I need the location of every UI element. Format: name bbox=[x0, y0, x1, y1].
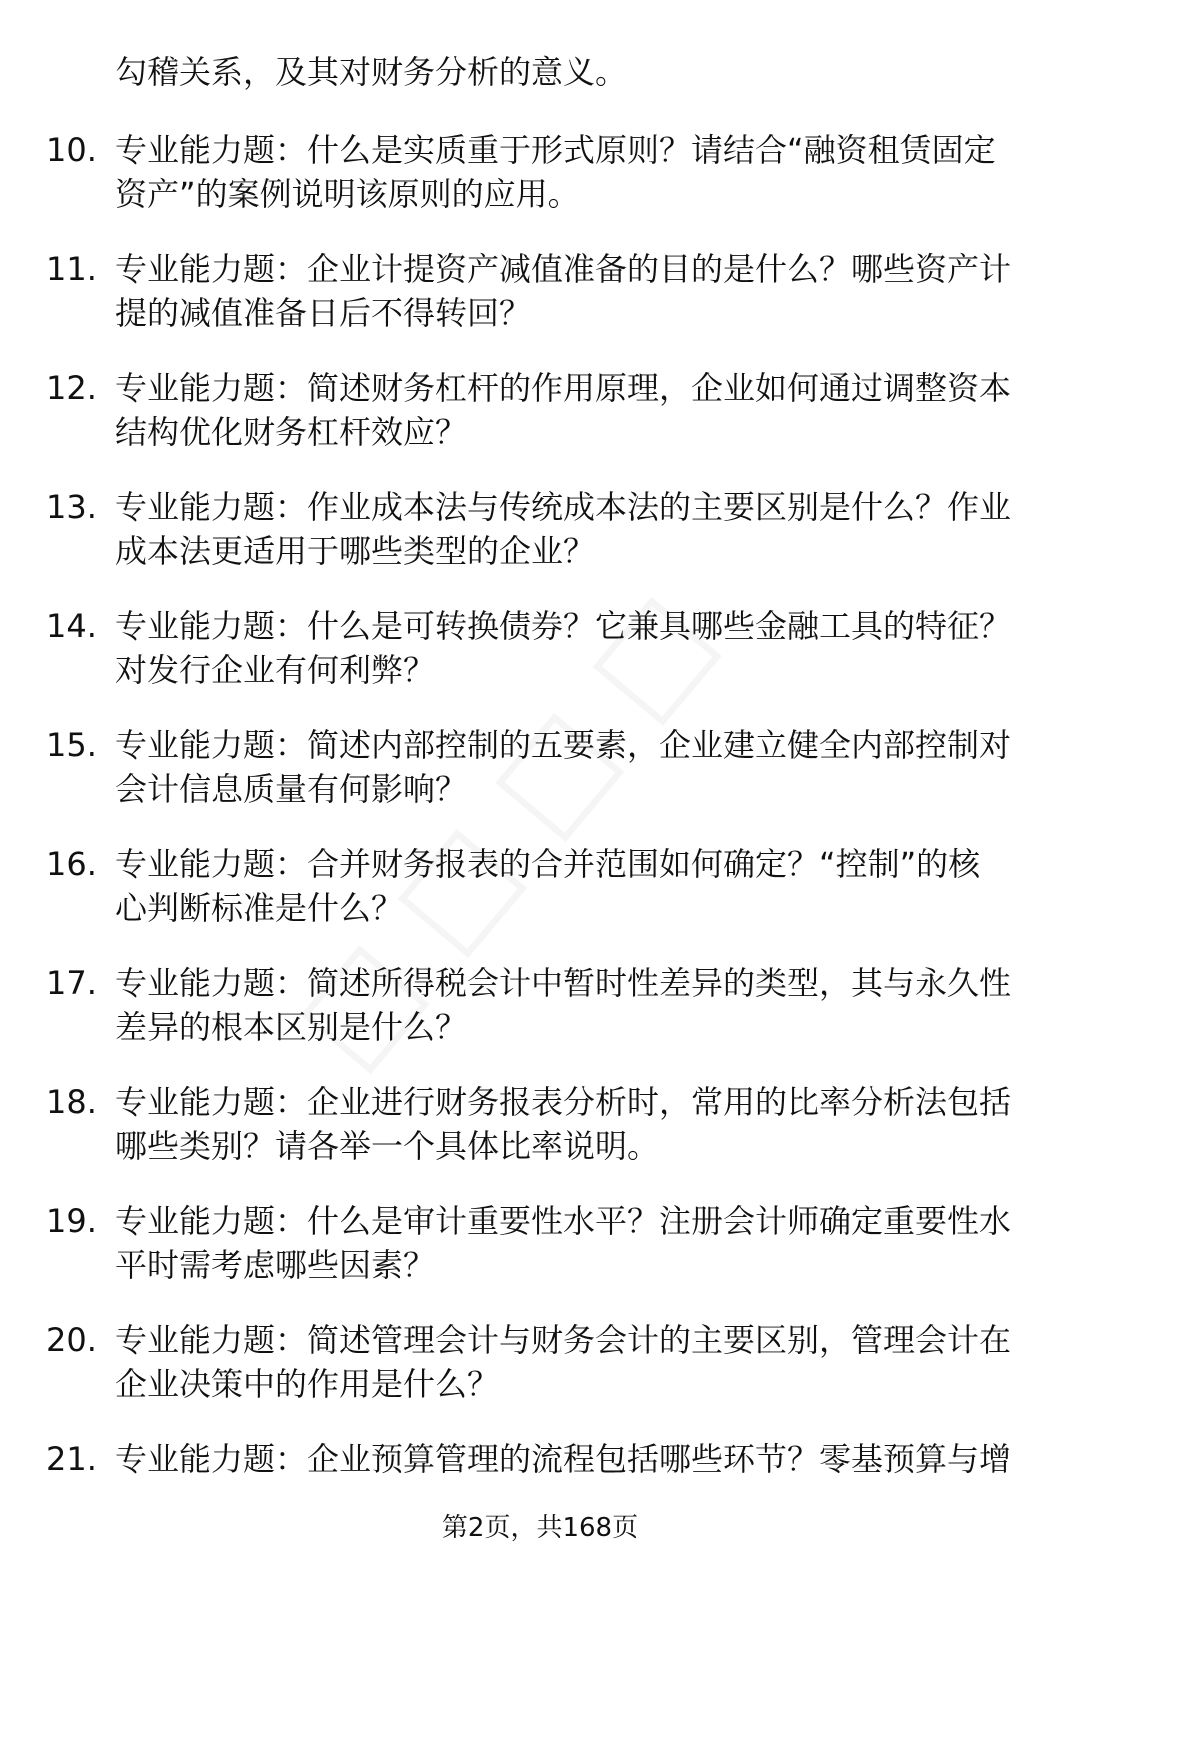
question-text-line1: 专业能力题：什么是实质重于形式原则？请结合“融资租赁固定 bbox=[115, 131, 996, 169]
question-text-line1: 专业能力题：企业进行财务报表分析时，常用的比率分析法包括 bbox=[115, 1083, 1012, 1121]
question-text-line1: 专业能力题：简述管理会计与财务会计的主要区别，管理会计在 bbox=[115, 1321, 1012, 1359]
question-item bbox=[0, 247, 1080, 335]
question-number: 21. bbox=[46, 1440, 97, 1478]
question-text-line1: 专业能力题：合并财务报表的合并范围如何确定？“控制”的核 bbox=[115, 845, 981, 883]
question-item bbox=[0, 485, 1080, 573]
question-number: 10. bbox=[46, 131, 97, 169]
question-text-line1: 专业能力题：什么是审计重要性水平？注册会计师确定重要性水 bbox=[115, 1202, 1012, 1240]
question-text-line1: 专业能力题：简述内部控制的五要素，企业建立健全内部控制对 bbox=[115, 726, 1012, 764]
question-number: 14. bbox=[46, 607, 97, 645]
question-text-line1: 专业能力题：什么是可转换债券？它兼具哪些金融工具的特征？ bbox=[115, 607, 1012, 645]
question-text-line2: 哪些类别？请各举一个具体比率说明。 bbox=[115, 1127, 660, 1165]
question-text-line2: 会计信息质量有何影响？ bbox=[115, 770, 468, 808]
question-item bbox=[0, 723, 1080, 811]
continuation-text: 勾稽关系，及其对财务分析的意义。 bbox=[115, 53, 628, 91]
question-text-line2: 结构优化财务杠杆效应？ bbox=[115, 413, 468, 451]
question-item bbox=[0, 961, 1080, 1049]
question-number: 12. bbox=[46, 369, 97, 407]
question-text-line2: 企业决策中的作用是什么？ bbox=[115, 1365, 500, 1403]
question-item bbox=[0, 604, 1080, 692]
question-text-line2: 心判断标准是什么？ bbox=[115, 889, 404, 927]
question-number: 18. bbox=[46, 1083, 97, 1121]
question-item bbox=[0, 1080, 1080, 1168]
question-item bbox=[0, 842, 1080, 930]
question-number: 13. bbox=[46, 488, 97, 526]
question-item bbox=[0, 1199, 1080, 1287]
question-number: 15. bbox=[46, 726, 97, 764]
question-item bbox=[0, 1318, 1080, 1406]
question-text-line2: 对发行企业有何利弊？ bbox=[115, 651, 436, 689]
question-text-line2: 平时需考虑哪些因素？ bbox=[115, 1246, 436, 1284]
question-text-line1: 专业能力题：简述财务杠杆的作用原理，企业如何通过调整资本 bbox=[115, 369, 1012, 407]
question-text-line1: 专业能力题：作业成本法与传统成本法的主要区别是什么？作业 bbox=[115, 488, 1012, 526]
question-item bbox=[0, 366, 1080, 454]
question-text-line1: 专业能力题：简述所得税会计中暂时性差异的类型，其与永久性 bbox=[115, 964, 1012, 1002]
question-text-line2: 成本法更适用于哪些类型的企业？ bbox=[115, 532, 596, 570]
question-number: 19. bbox=[46, 1202, 97, 1240]
question-text-line2: 差异的根本区别是什么？ bbox=[115, 1008, 468, 1046]
question-text-line2: 资产”的案例说明该原则的应用。 bbox=[115, 175, 580, 213]
question-number: 17. bbox=[46, 964, 97, 1002]
question-list bbox=[0, 128, 1080, 1556]
question-text-line1: 专业能力题：企业计提资产减值准备的目的是什么？哪些资产计 bbox=[115, 250, 1012, 288]
question-number: 11. bbox=[46, 250, 97, 288]
question-text-line1: 专业能力题：企业预算管理的流程包括哪些环节？零基预算与增 bbox=[115, 1440, 1012, 1478]
page-footer: 第2页，共168页 bbox=[441, 1513, 639, 1543]
question-item bbox=[0, 128, 1080, 216]
question-number: 20. bbox=[46, 1321, 97, 1359]
question-number: 16. bbox=[46, 845, 97, 883]
question-text-line2: 提的减值准备日后不得转回？ bbox=[115, 294, 532, 332]
